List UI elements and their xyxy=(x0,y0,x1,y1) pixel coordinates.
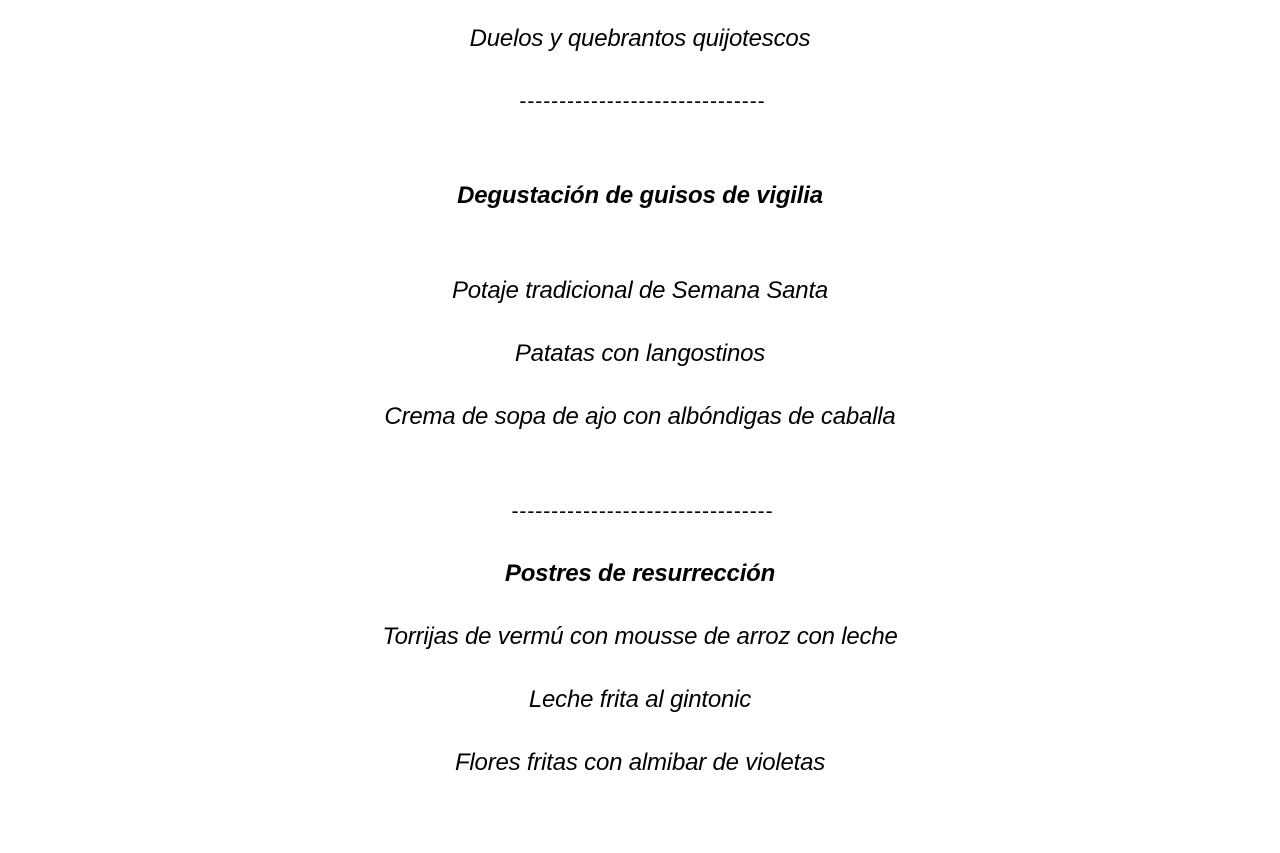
menu-item: Potaje tradicional de Semana Santa xyxy=(451,277,829,304)
menu-item: Patatas con langostinos xyxy=(514,340,766,367)
menu-item: Leche frita al gintonic xyxy=(528,686,752,713)
menu-item: Flores fritas con almibar de violetas xyxy=(454,749,826,776)
section-heading-postres: Postres de resurrección xyxy=(504,560,776,587)
menu-item: Crema de sopa de ajo con albóndigas de caballa xyxy=(384,403,896,430)
separator-line: ------------------------------- xyxy=(516,89,764,113)
menu-item-duelos-y-quebrantos: Duelos y quebrantos quijotescos xyxy=(469,25,811,52)
section-heading-guisos: Degustación de guisos de vigilia xyxy=(457,182,823,209)
separator-line: --------------------------------- xyxy=(508,499,772,523)
menu-item: Torrijas de vermú con mousse de arroz con leche xyxy=(382,623,898,650)
